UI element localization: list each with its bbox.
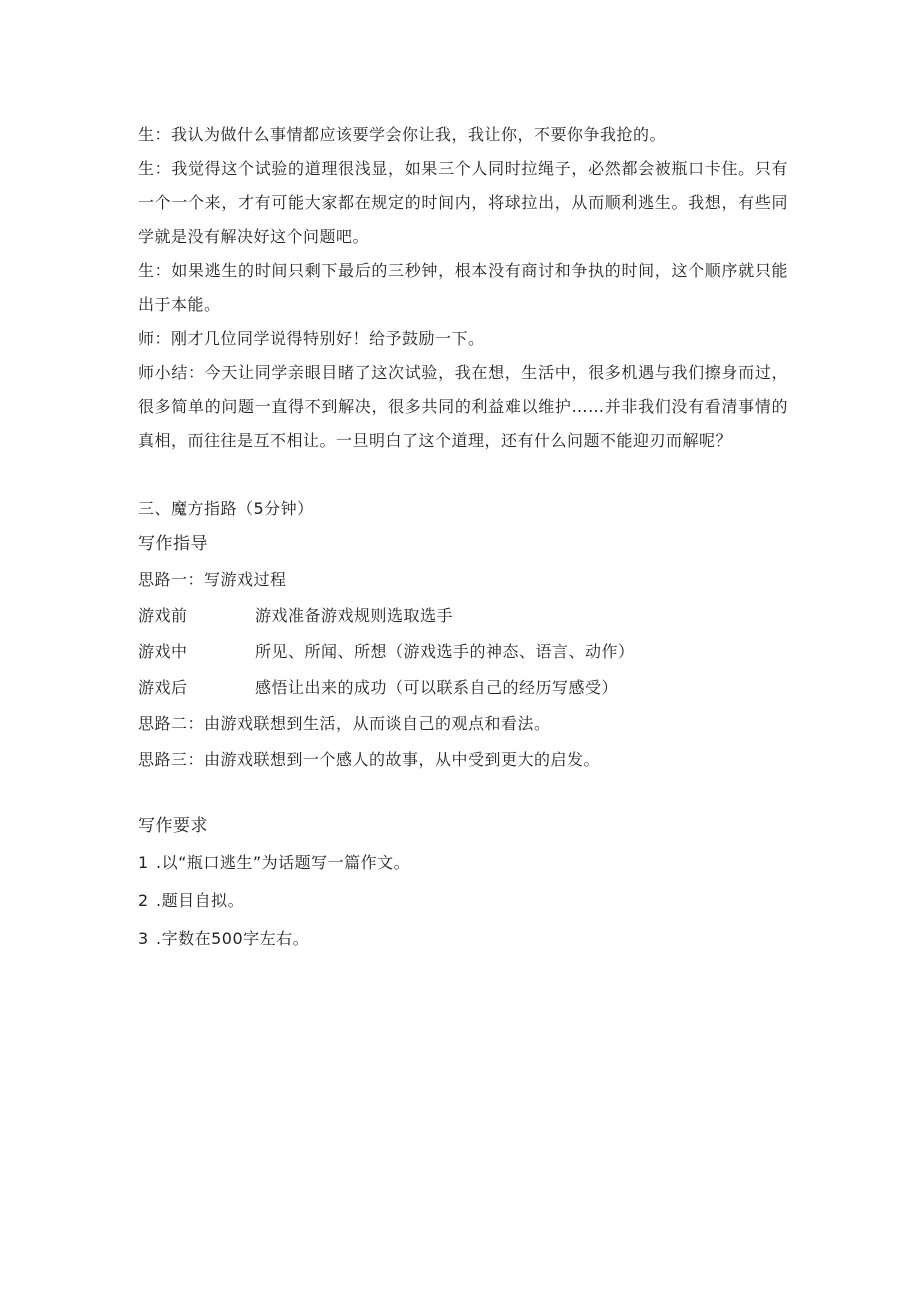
dialogue-paragraph-3: 生：如果逃生的时间只剩下最后的三秒钟，根本没有商讨和争执的时间，这个顺序就只能出于本能。 [138, 261, 788, 314]
game-stage-label: 游戏中 [138, 642, 188, 661]
section-title: 三、魔方指路（5分钟） [138, 499, 314, 518]
dialogue-paragraph-4: 师：刚才几位同学说得特别好！给予鼓励一下。 [138, 329, 485, 348]
game-stage-row [138, 634, 788, 670]
game-stage-row [138, 598, 788, 634]
spacer [138, 778, 788, 808]
requirement-number: 2 [138, 891, 149, 910]
game-stage-content: 游戏准备游戏规则选取选手 [255, 606, 454, 625]
game-stage-content: 所见、所闻、所想（游戏选手的神态、语言、动作） [255, 642, 635, 661]
requirement-text: .字数在500字左右。 [156, 929, 310, 948]
requirement-text: .题目自拟。 [156, 891, 245, 910]
writing-requirements-title: 写作要求 [138, 816, 208, 836]
writing-guide-title: 写作指导 [138, 534, 208, 554]
document-body [138, 118, 788, 958]
requirement-item [138, 844, 788, 882]
game-stage-content: 感悟让出来的成功（可以联系自己的经历写感受） [255, 678, 619, 697]
idea-one: 思路一：写游戏过程 [138, 570, 287, 589]
dialogue-paragraph-1: 生：我认为做什么事情都应该要学会你让我，我让你，不要你争我抢的。 [138, 125, 667, 144]
requirement-item [138, 882, 788, 920]
game-stage-label: 游戏前 [138, 606, 188, 625]
requirement-text: .以“瓶口逃生”为话题写一篇作文。 [156, 853, 411, 872]
dialogue-paragraph-2: 生：我觉得这个试验的道理很浅显，如果三个人同时拉绳子，必然都会被瓶口卡住。只有一个一个来，才有可能大家都在规定的时间内，将球拉出，从而顺利逃生。我想，有些同学就是没有解决好这个问题吧。 [138, 159, 788, 246]
game-stage-row [138, 670, 788, 706]
spacer [138, 458, 788, 492]
requirement-number: 1 [138, 853, 149, 872]
idea-three: 思路三：由游戏联想到一个感人的故事，从中受到更大的启发。 [138, 750, 601, 769]
requirement-number: 3 [138, 929, 149, 948]
teacher-summary: 师小结：今天让同学亲眼目睹了这次试验，我在想，生活中，很多机遇与我们擦身而过，很多简单的问题一直得不到解决，很多共同的利益难以维护……并非我们没有看清事情的真相，而往往是互不相让。一旦明白了这个道理，还有什么问题不能迎刃而解呢？ [138, 363, 788, 450]
idea-two: 思路二：由游戏联想到生活，从而谈自己的观点和看法。 [138, 714, 551, 733]
requirement-item [138, 920, 788, 958]
game-stage-label: 游戏后 [138, 678, 188, 697]
